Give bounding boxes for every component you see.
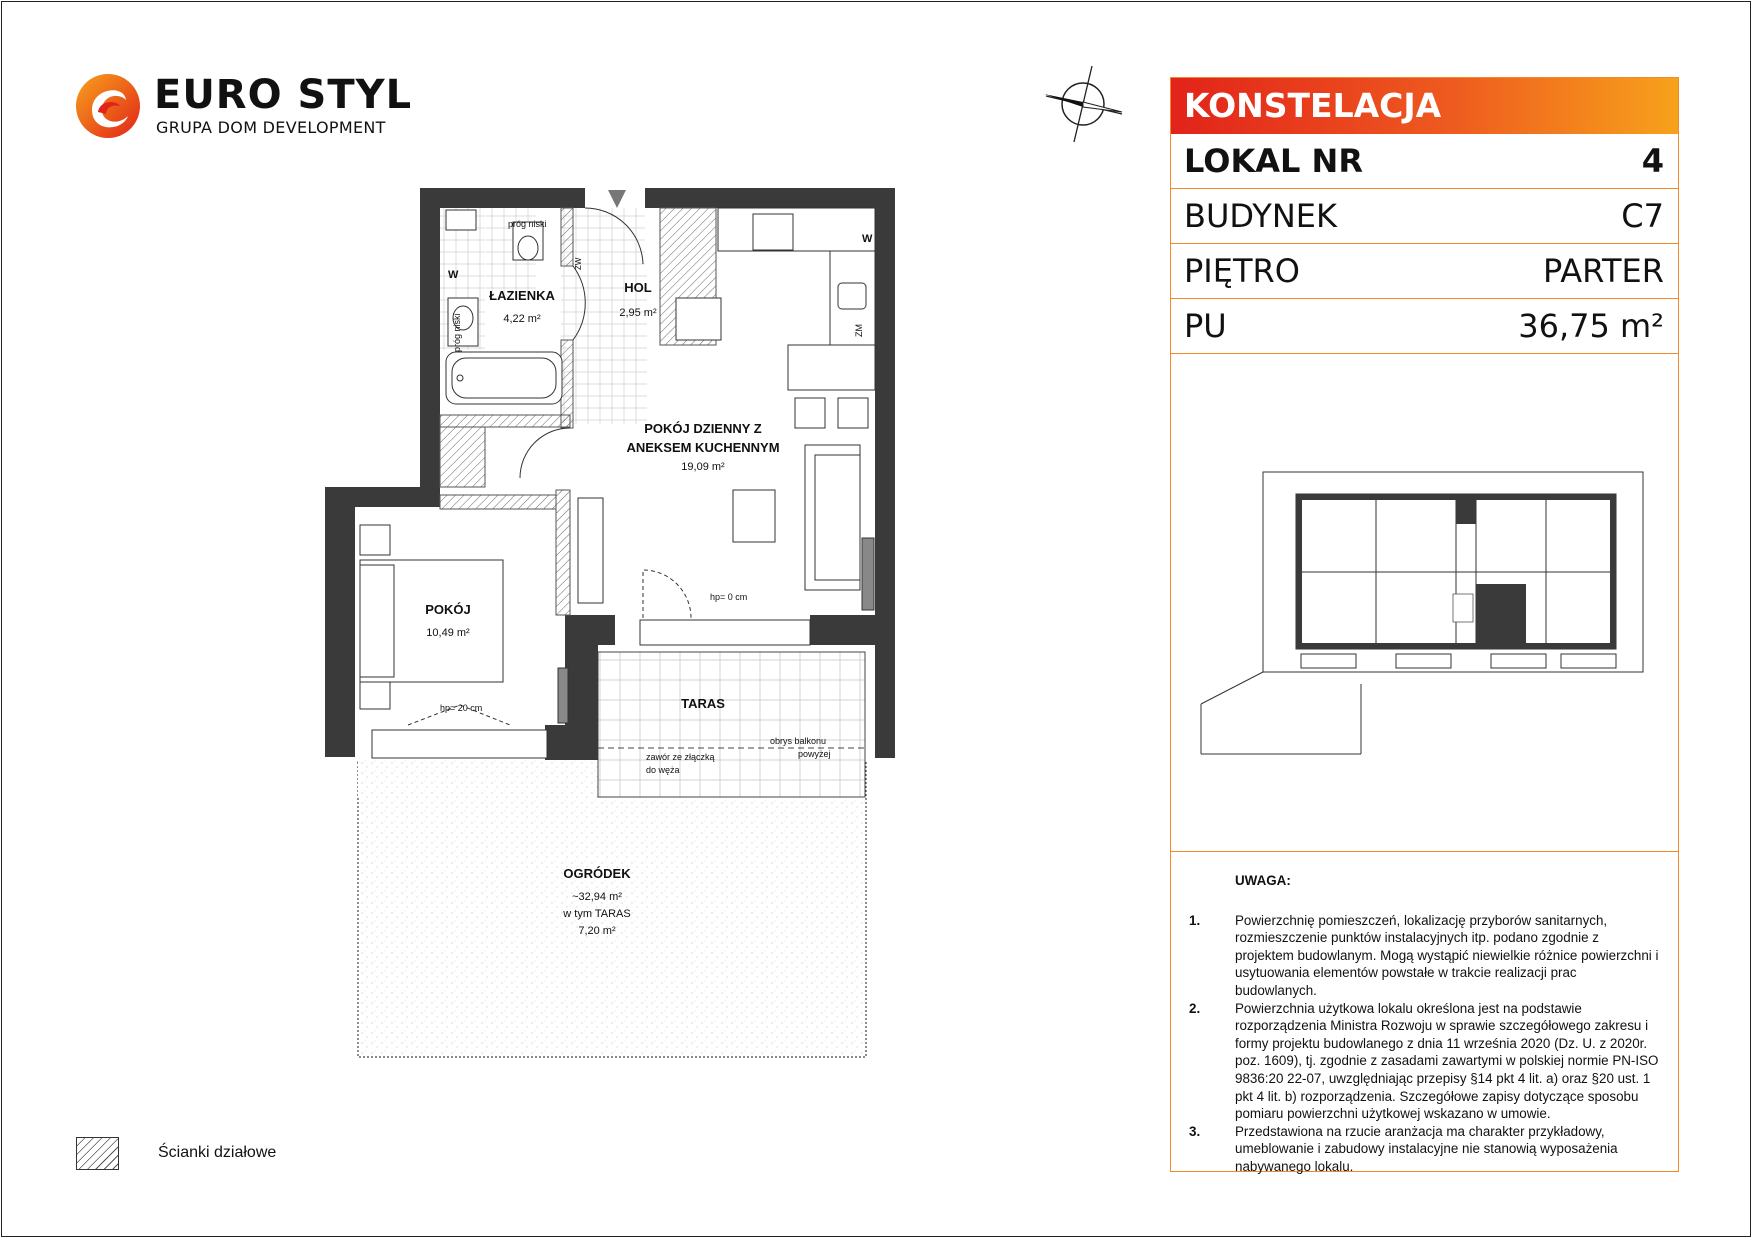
legend-hatch-swatch — [76, 1137, 119, 1170]
annotation-obrys-2: powyżej — [798, 749, 831, 759]
annotation-zawor-2: do węża — [646, 765, 680, 775]
row-lokal — [1171, 134, 1678, 189]
annotation-zawor-1: zawór ze złączką — [646, 752, 715, 762]
row-pu — [1171, 299, 1678, 354]
note-number: 1. — [1189, 912, 1201, 928]
living-furniture — [578, 445, 874, 610]
annotation-hp20: hp= 20 cm — [440, 703, 483, 713]
annotation-zm: ZM — [854, 324, 864, 337]
notes-title: UWAGA: — [1235, 873, 1291, 888]
row-pu-label: PU — [1184, 307, 1227, 345]
row-pietro-label: PIĘTRO — [1184, 252, 1300, 290]
note-text: Przedstawiona na rzucie aranżacja ma charakter przykładowy, umeblowanie i zabudowy instalacyjne nie stanowią wyposażenia nabywanego lokalu. — [1235, 1123, 1618, 1174]
key-plan-highlight — [1476, 584, 1526, 649]
room-area-hol: 2,95 m² — [619, 307, 657, 319]
room-extra-ogrodek: w tym TARAS — [563, 908, 631, 920]
note-text: Powierzchnia użytkowa lokalu określona jest na podstawie rozporządzenia Ministra Rozwoju w sprawie szczegółowego zakresu i formy projektu budowlanego z dnia 11 września 2020 (Dz. U. z 2020r. poz. 1609), tj. zgodnie z zasadami zawartymi w polskiej normie PN-ISO 9836:20 22-07, uwzględniając przepisy §14 pkt 4 lit. a) oraz §20 ust. 1 pkt 4 lit. b) rozporządzenia. Szczegółowe zapisy dotyczące sposobu pomiaru powierzchni użytkowej wskazano w umowie. — [1235, 1000, 1659, 1122]
legend-label: Ścianki działowe — [158, 1144, 277, 1161]
info-panel — [1170, 77, 1679, 1172]
terrace-area — [598, 652, 865, 797]
annotation-prog-niski: próg niski — [508, 219, 547, 229]
note-item — [1189, 912, 1660, 1000]
row-budynek-label: BUDYNEK — [1184, 197, 1337, 235]
logo-name: EURO STYL — [154, 72, 413, 118]
row-lokal-value: 4 — [1641, 142, 1664, 180]
room-extra-area-ogrodek: 7,20 m² — [578, 925, 616, 937]
room-label-taras: TARAS — [681, 696, 725, 711]
note-number: 2. — [1189, 1000, 1201, 1016]
room-label-pokoj: POKÓJ — [425, 602, 471, 617]
north-arrow-icon — [1036, 66, 1126, 146]
project-name: KONSTELACJA — [1171, 78, 1678, 134]
note-item — [1189, 1123, 1660, 1176]
row-budynek-value: C7 — [1621, 197, 1664, 235]
key-plan-drawing — [1171, 354, 1678, 851]
logo-subtitle: GRUPA DOM DEVELOPMENT — [156, 118, 386, 137]
row-lokal-label: LOKAL NR — [1184, 142, 1363, 180]
room-label-ogrodek: OGRÓDEK — [563, 866, 631, 881]
annotation-prog-niski-2: próg niski — [452, 313, 462, 352]
key-plan — [1171, 354, 1678, 852]
notes — [1171, 852, 1678, 1176]
annotation-w-1: W — [448, 269, 459, 281]
room-label-hol: HOL — [624, 280, 652, 295]
row-pietro — [1171, 244, 1678, 299]
entrance-arrow-icon — [608, 190, 626, 208]
room-area-lazienka: 4,22 m² — [503, 313, 541, 325]
annotation-zw: ZW — [574, 257, 583, 270]
bedroom-furniture — [360, 525, 568, 723]
room-label-lazienka: ŁAZIENKA — [489, 288, 555, 303]
annotation-hp0: hp= 0 cm — [710, 592, 748, 602]
row-pietro-value: PARTER — [1542, 252, 1664, 290]
room-area-pokoj-dzienny: 19,09 m² — [681, 461, 725, 473]
room-label-pokoj-dzienny: POKÓJ DZIENNY Z — [644, 421, 762, 436]
note-item — [1189, 1000, 1660, 1123]
row-budynek — [1171, 189, 1678, 244]
note-text: Powierzchnię pomieszczeń, lokalizację przyborów sanitarnych, rozmieszczenie punktów instalacyjnych itp. podano zgodnie z projektem budowlanym. Mogą wystąpić niewielkie różnice powierzchni i usytuowania elementów powstałe w trakcie realizacji prac budowlanych. — [1235, 912, 1659, 998]
annotation-obrys-1: obrys balkonu — [770, 736, 827, 746]
room-area-pokoj: 10,49 m² — [426, 627, 470, 639]
row-pu-value: 36,75 m² — [1518, 307, 1664, 345]
room-label-pokoj-dzienny-2: ANEKSEM KUCHENNYM — [626, 440, 780, 455]
note-number: 3. — [1189, 1123, 1201, 1139]
room-area-ogrodek: ~32,94 m² — [572, 891, 622, 903]
annotation-w-2: W — [862, 233, 873, 245]
